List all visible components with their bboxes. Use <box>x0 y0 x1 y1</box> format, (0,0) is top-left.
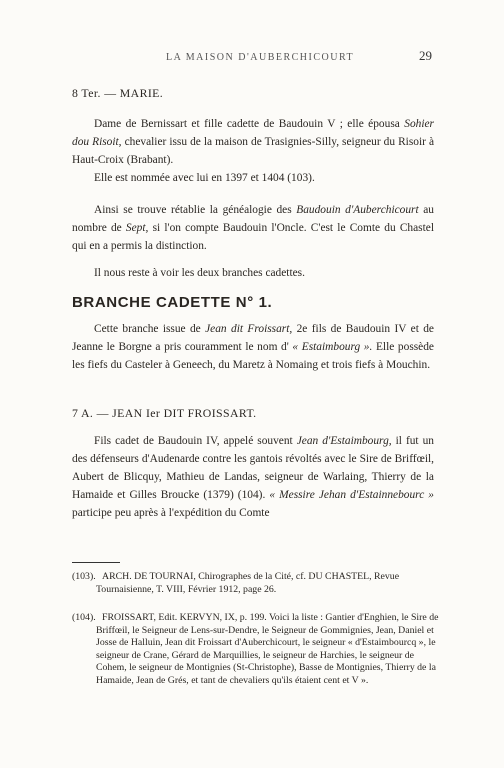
text-italic: Sohier dou Risoit, <box>72 118 434 148</box>
footnote-number: (103). <box>72 571 96 582</box>
footnote-104 <box>72 612 440 688</box>
section-heading-marie: 8 Ter. — MARIE. <box>72 86 164 100</box>
text: 2e fils de Baudouin IV et de Jeanne le Borgne a pris couramment le nom d' <box>72 323 434 353</box>
text-italic: Baudouin d'Auberchicourt <box>296 204 419 216</box>
footnote-divider <box>72 562 120 563</box>
text: chevalier issu de la maison de Trasignies-Silly, seigneur du Risoir à Haut-Croix (Brabant). <box>72 136 434 166</box>
text: si l'on compte Baudouin l'Oncle. C'est le Comte du Chastel qui en a permis la distinction. <box>72 222 434 252</box>
paragraph-jean <box>72 432 434 522</box>
running-title: LA MAISON D'AUBERCHICOURT <box>166 52 355 63</box>
text: Elle possède les fiefs du Casteler à Geneech, du Maretz à Nomaing et trois fiefs à Mouchin. <box>72 341 434 371</box>
text: il fut un des défenseurs d'Audenarde contre les gantois révoltés avec le Sire de Briffœil, Aubert de Blicquy, Mathieu de Landas, seigneur de Warlaing, Thierry de la Hamaide et Gilles Broucke (1379) (104). <box>72 435 434 501</box>
text: Fils cadet de Baudouin IV, appelé souvent <box>94 435 297 447</box>
text: Ainsi se trouve rétablie la généalogie des <box>94 204 297 216</box>
footnote-text: FROISSART, Edit. KERVYN, IX, p. 199. Voici la liste : Gantier d'Enghien, le Sire de Briffœil, le Seigneur de Lens-sur-Dendre, le Seigneur de Gommignies, Jean, Daniel et Josse de Halluin, Jean dit Froissart d'Auberchicourt, le seigneur « d'Estaimbourcq », le seigneur de Crane, Gérard de Marquillies, le seigneur de Harchies, le seigneur de Cohem, le seigneur de Montignies (St-Christophe), Basse de Montignies, Thierry de la Hamaide, Jean de Grés, et tant de chevaliers qu'ils étaient cent et V ». <box>96 612 439 686</box>
text: Cette branche issue de <box>94 323 206 335</box>
paragraph-marie-2: Elle est nommée avec lui en 1397 et 1404 (103). <box>94 172 315 184</box>
paragraph-marie-1 <box>72 115 434 169</box>
text-italic: Jean dit Froissart, <box>205 323 293 335</box>
page-number: 29 <box>419 48 432 63</box>
text: au nombre de <box>72 204 434 234</box>
paragraph-branch <box>72 320 434 374</box>
paragraph-remaining: Il nous reste à voir les deux branches cadettes. <box>94 267 305 279</box>
text-italic: Jean d'Estaimbourg, <box>296 435 392 447</box>
page-header <box>70 50 434 66</box>
text-italic: Sept, <box>125 222 149 234</box>
text-italic: « Estaimbourg ». <box>292 341 373 353</box>
footnote-number: (104). <box>72 612 96 623</box>
footnote-text: ARCH. DE TOURNAI, Chirographes de la Cité, cf. DU CHASTEL, Revue Tournaisienne, T. VIII, Février 1912, page 26. <box>96 571 400 595</box>
branch-heading: BRANCHE CADETTE N° 1. <box>72 294 273 311</box>
section-heading-jean: 7 A. — JEAN Ier DIT FROISSART. <box>72 406 257 420</box>
paragraph-genealogy <box>72 201 434 255</box>
footnote-103 <box>72 571 440 596</box>
text: Dame de Bernissart et fille cadette de Baudouin V ; elle épousa <box>94 118 405 130</box>
text: participe peu après à l'expédition du Comte <box>72 507 270 519</box>
text-italic: « Messire Jehan d'Estainnebourc » <box>269 489 435 501</box>
